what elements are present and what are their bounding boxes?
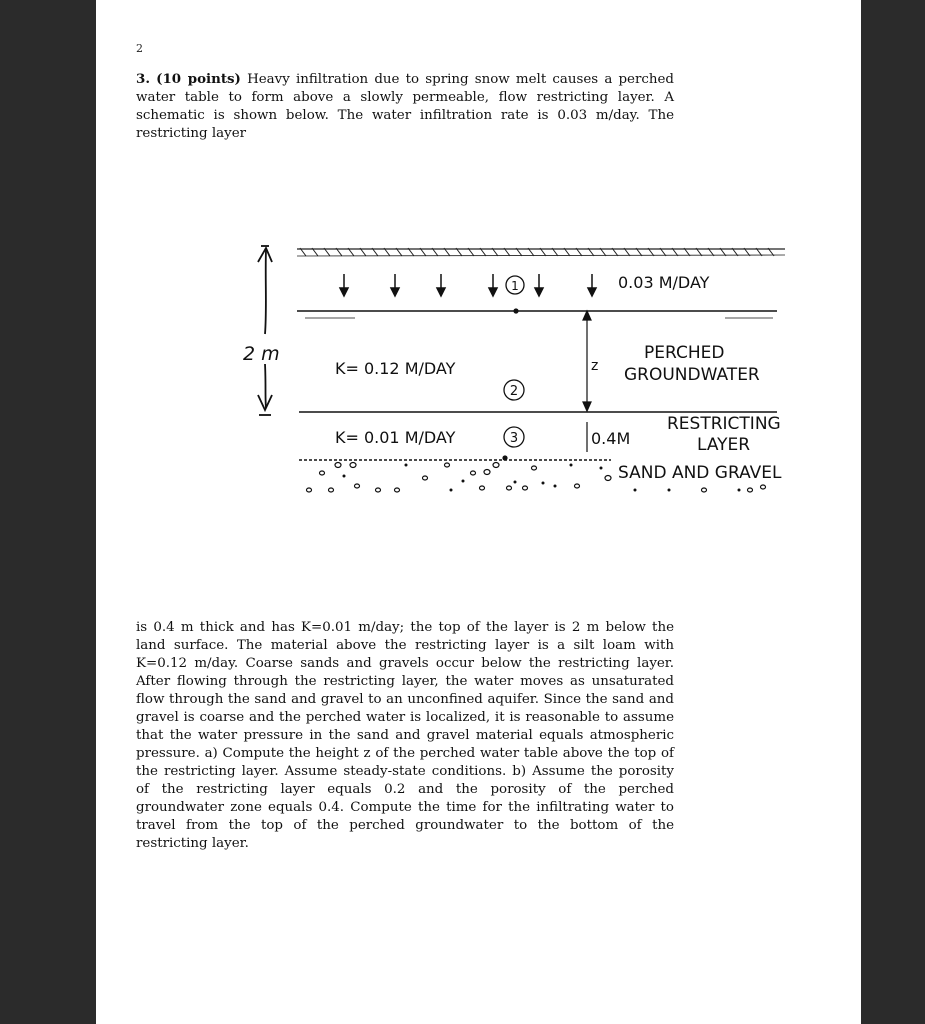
perched-label-line1: PERCHED — [644, 343, 725, 363]
restricting-label-line2: LAYER — [697, 435, 751, 455]
z-label: z — [591, 358, 599, 374]
problem-intro-text: Heavy infiltration due to spring snow melt causes a perched water table to form above a slowly permeable, flow restricting layer. A schematic is shown below. The water infiltration rate is 0.03 m/day. The restricting layer — [136, 72, 674, 141]
infiltration-rate-label: 0.03 M/DAY — [618, 273, 710, 292]
bottom-point — [502, 455, 507, 460]
page-number: 2 — [136, 42, 143, 55]
perched-water-table — [297, 311, 777, 318]
problem-continuation-paragraph: is 0.4 m thick and has K=0.01 m/day; the top of the layer is 2 m below the land surface. The material above the restricting layer is a silt loam with K=0.12 m/day. Coarse sands and gravels occur below the restricting layer. After flowing through the restricting layer, the water moves as unsaturated flow through the sand and gravel to an unconfined aquifer. Since the sand and gravel is coarse and the perched water is localized, it is reasonable to assume that the water pressure in the sand and gravel material equals atmospheric pressure. a) Compute the height z of the perched water table above the top of the restricting layer. Assume steady-state conditions. b) Assume the porosity of the restricting layer equals 0.2 and the porosity of the perched groundwater zone equals 0.4. Compute the time for the infiltrating water to travel from the top of the perched groundwater to the bottom of the restricting layer. — [136, 620, 674, 851]
document-page — [96, 0, 861, 1024]
point-3-label: 3 — [509, 431, 519, 446]
land-surface-hatching — [297, 248, 785, 256]
depth-annotation-label: 2 m — [243, 343, 280, 365]
point-1-label: 1 — [511, 279, 519, 293]
thickness-label: 0.4M — [591, 429, 631, 448]
infiltration-arrows — [340, 274, 596, 296]
water-table-point — [513, 308, 518, 313]
k-lower-label: K= 0.01 M/DAY — [335, 428, 456, 447]
sand-gravel-label: SAND AND GRAVEL — [618, 463, 782, 483]
problem-intro-paragraph — [136, 70, 674, 143]
schematic-diagram — [225, 238, 825, 508]
point-2-label: 2 — [509, 384, 519, 399]
k-upper-label: K= 0.12 M/DAY — [335, 359, 456, 378]
problem-label: 3. — [136, 71, 150, 87]
depth-annotation-arrow — [258, 246, 272, 415]
problem-points: (10 points) — [156, 71, 241, 87]
perched-label-line2: GROUNDWATER — [624, 365, 760, 385]
z-dimension-arrow — [583, 311, 591, 411]
restricting-label-line1: RESTRICTING — [667, 414, 781, 434]
